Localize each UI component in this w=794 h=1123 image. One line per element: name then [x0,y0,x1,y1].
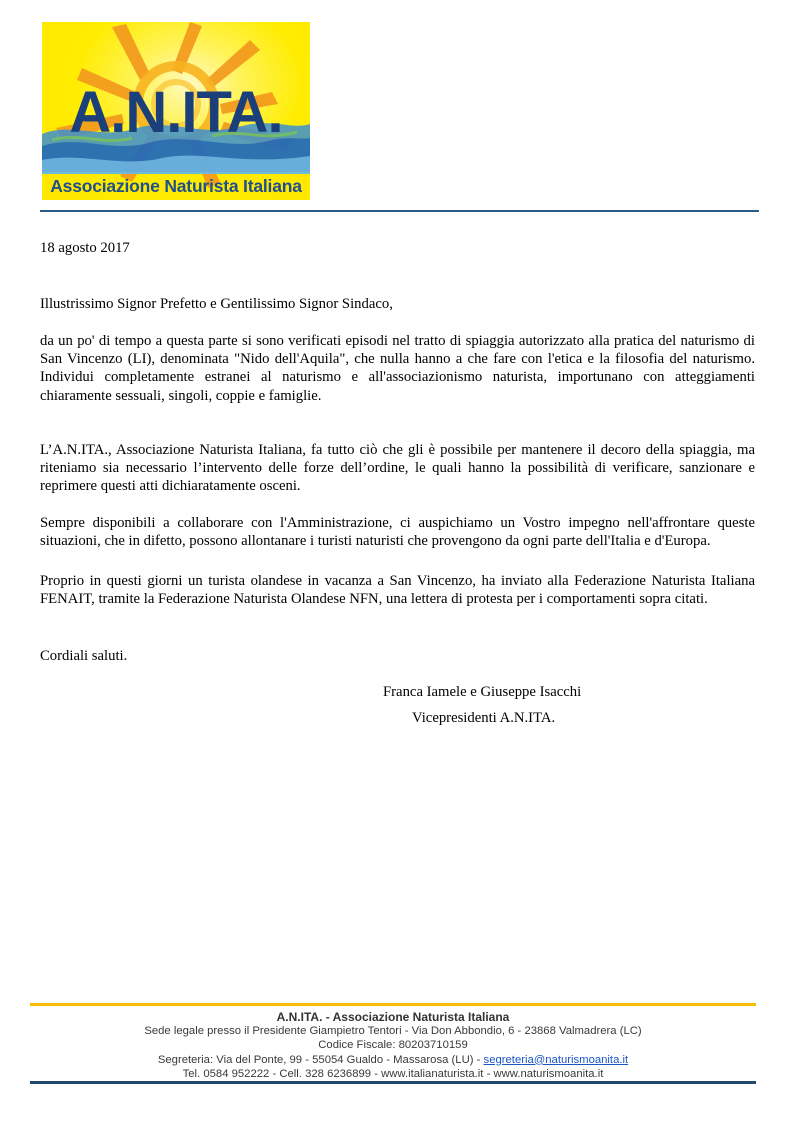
footer-bottom-divider [30,1081,756,1084]
footer-secretariat-address: Segreteria: Via del Ponte, 99 - 55054 Gualdo - Massarosa (LU) - [157,1053,484,1066]
signature-names: Franca Iamele e Giuseppe Isacchi [383,684,582,700]
letter-paragraph: Sempre disponibili a collaborare con l'Amministrazione, ci auspichiamo un Vostro impegno nell'affrontare queste situazioni, che in difetto, possono allontanare i turisti naturisti che provengono da ogni parte dell'Italia e d'Europa. [40,515,755,550]
footer-email-link[interactable]: segreteria@naturismoanita.it [483,1053,629,1066]
footer-secretariat [30,1053,756,1067]
letter-paragraph: L’A.N.ITA., Associazione Naturista Italiana, fa tutto ciò che gli è possibile per mantenere il decoro della spiaggia, ma riteniamo sia necessario l’intervento delle forze dell’ordine, le quali hanno la possibilità di verificare, sanzionare e reprimere questi atti dichiaratamente osceni. [40,442,755,495]
letter-date: 18 agosto 2017 [40,240,130,256]
footer-legal-address: Sede legale presso il Presidente Giampietro Tentori - Via Don Abbondio, 6 - 23868 Valmadrera (LC) [144,1025,642,1038]
footer-org-name: A.N.ITA. - Associazione Naturista Italiana [276,1010,510,1024]
anita-logo [42,22,310,200]
footer-top-divider [30,1003,756,1006]
header-divider [40,210,759,212]
letter-closing: Cordiali saluti. [40,648,128,664]
logo-subtitle: Associazione Naturista Italiana [50,176,302,196]
letterhead-footer [30,1010,756,1081]
letter-paragraph: da un po' di tempo a questa parte si sono verificati episodi nel tratto di spiaggia autorizzato alla pratica del naturismo di San Vincenzo (LI), denominata "Nido dell'Aquila", che nulla hanno a che fare con l'etica e la filosofia del naturismo. Individui completamente estranei al naturismo e all'associazionismo naturista, importunano con atteggiamenti chiaramente sessuali, singoli, coppie e famiglie. [40,333,755,404]
signature-role: Vicepresidenti A.N.ITA. [412,710,556,726]
footer-contacts: Tel. 0584 952222 - Cell. 328 6236899 - www.italianaturista.it - www.naturismoanita.it [182,1067,604,1080]
letter-paragraph: Proprio in questi giorni un turista olandese in vacanza a San Vincenzo, ha inviato alla Federazione Naturista Italiana FENAIT, tramite la Federazione Naturista Olandese NFN, una lettera di protesta per i comportamenti sopra citati. [40,573,755,608]
footer-tax-code: Codice Fiscale: 80203710159 [318,1039,468,1052]
letter-salutation: Illustrissimo Signor Prefetto e Gentilissimo Signor Sindaco, [40,296,393,312]
logo-title: A.N.ITA. [69,80,283,145]
